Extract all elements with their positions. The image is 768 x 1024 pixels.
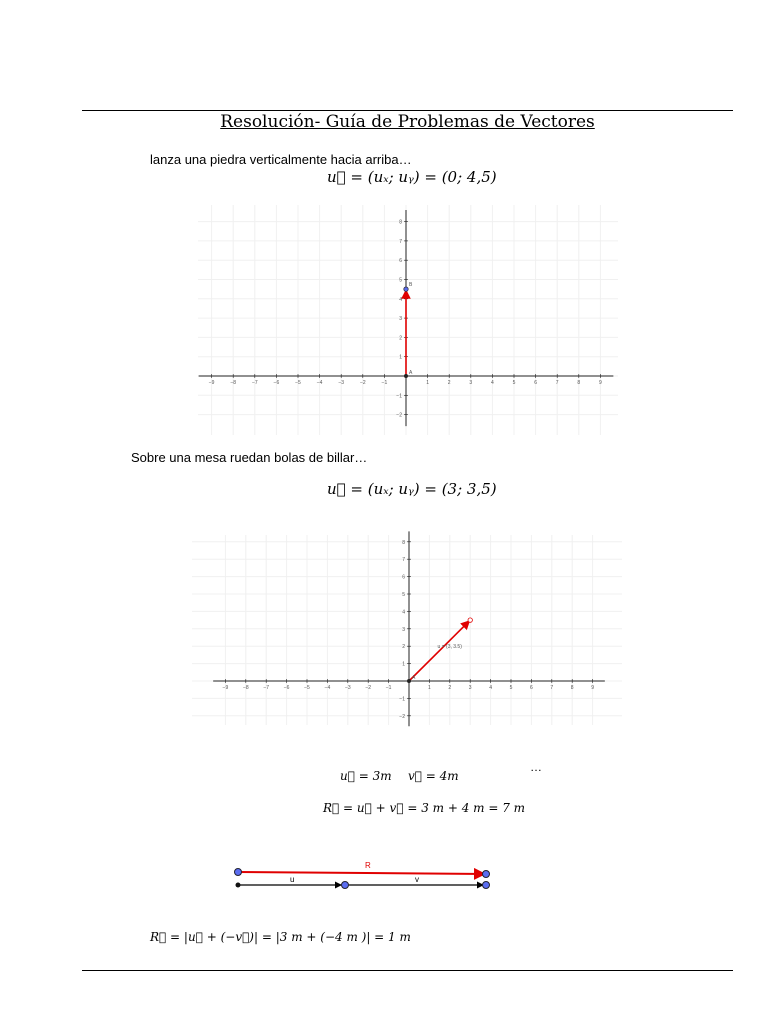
x-tick-label: −4: [316, 380, 323, 386]
x-tick-label: −4: [324, 685, 331, 691]
y-tick-label: −2: [399, 713, 405, 720]
x-tick-label: −5: [304, 685, 310, 691]
label-v: v: [415, 875, 419, 884]
point-a: [404, 374, 408, 378]
point-a-label: A: [409, 370, 413, 376]
label-u: u: [290, 875, 295, 884]
y-tick-label: −1: [396, 393, 402, 400]
x-tick-label: 7: [550, 685, 554, 691]
ellipsis: …: [530, 760, 542, 774]
y-tick-label: 6: [402, 574, 405, 581]
problem2-text: Sobre una mesa ruedan bolas de billar…: [131, 450, 368, 465]
x-tick-label: 8: [577, 380, 581, 386]
y-tick-label: 1: [402, 661, 405, 668]
vector-label: u = (3, 3.5): [437, 643, 462, 650]
bottom-rule: [82, 970, 733, 971]
vector-u-start-point: [236, 883, 241, 888]
vector-u-end-point: [342, 882, 349, 889]
y-tick-label: 7: [399, 238, 402, 245]
x-tick-label: 2: [447, 380, 451, 386]
y-tick-label: 3: [402, 626, 405, 633]
resultant-arrow: [238, 872, 486, 874]
x-tick-label: 7: [555, 380, 559, 386]
sum-equation: R⃗ = u⃗ + v⃗ = 3 m + 4 m = 7 m: [323, 801, 526, 815]
top-rule: [82, 110, 733, 111]
y-tick-label: 2: [399, 335, 402, 342]
x-tick-label: −3: [338, 380, 345, 386]
x-tick-label: 1: [428, 685, 431, 691]
x-tick-label: −6: [283, 685, 290, 691]
x-tick-label: −2: [365, 685, 372, 691]
resultant-start-point: [235, 869, 242, 876]
magnitude-u: u⃗ = 3m: [340, 769, 392, 783]
x-tick-label: 5: [509, 685, 513, 691]
chart-billiard-vector: [192, 535, 622, 725]
difference-equation: R⃗ = |u⃗ + (−v⃗)| = |3 m + (−4 m )| = 1 m: [150, 930, 411, 944]
x-tick-label: −7: [251, 380, 258, 386]
y-tick-label: 6: [399, 258, 402, 265]
chart-vertical-vector: [198, 205, 618, 435]
page-title: Resolución- Guía de Problemas de Vectores: [220, 112, 595, 132]
x-tick-label: −3: [344, 685, 351, 691]
x-tick-label: 1: [426, 380, 429, 386]
x-tick-label: 9: [599, 380, 602, 386]
x-tick-label: 6: [530, 685, 533, 691]
vector-v-end-point: [483, 882, 490, 889]
y-tick-label: 4: [402, 609, 405, 616]
point-a-label: A: [412, 675, 416, 681]
x-tick-label: 6: [534, 380, 537, 386]
x-tick-label: −1: [385, 685, 392, 691]
x-tick-label: −1: [381, 380, 388, 386]
y-tick-label: 8: [402, 539, 405, 546]
problem1-text: lanza una piedra verticalmente hacia arriba…: [150, 152, 412, 167]
y-tick-label: 1: [399, 354, 402, 361]
x-tick-label: −8: [230, 380, 237, 386]
point-a: [407, 679, 411, 683]
y-tick-label: 2: [402, 644, 405, 651]
y-tick-label: −2: [396, 412, 402, 419]
y-tick-label: 8: [399, 219, 402, 226]
magnitude-v: v⃗ = 4m: [408, 769, 459, 783]
x-tick-label: −6: [273, 380, 280, 386]
x-tick-label: 5: [512, 380, 516, 386]
x-tick-label: 4: [489, 685, 492, 691]
point-b: [404, 287, 408, 291]
label-r: R: [365, 861, 371, 870]
y-tick-label: 5: [399, 277, 402, 284]
y-tick-label: 5: [402, 592, 405, 598]
problem1-equation: u⃗ = (uₓ; uᵧ) = (0; 4,5): [327, 168, 497, 186]
x-tick-label: −9: [222, 685, 229, 691]
vector-addition-diagram: [232, 858, 502, 898]
x-tick-label: −8: [242, 685, 249, 691]
problem2-equation: u⃗ = (uₓ; uᵧ) = (3; 3,5): [327, 480, 497, 498]
x-tick-label: 9: [591, 685, 594, 691]
x-tick-label: −7: [263, 685, 270, 691]
y-tick-label: 3: [399, 316, 402, 323]
x-tick-label: −9: [208, 380, 215, 386]
y-tick-label: 7: [402, 557, 405, 564]
point-b: [468, 618, 472, 622]
x-tick-label: 3: [469, 380, 473, 386]
x-tick-label: 2: [448, 685, 452, 691]
y-tick-label: 4: [399, 296, 402, 303]
x-tick-label: 8: [570, 685, 574, 691]
x-tick-label: −2: [359, 380, 366, 386]
x-tick-label: 4: [491, 380, 494, 386]
point-b-label: B: [409, 282, 413, 289]
y-tick-label: −1: [399, 696, 405, 703]
x-tick-label: −5: [295, 380, 301, 386]
resultant-end-point: [483, 871, 490, 878]
x-tick-label: 3: [468, 685, 472, 691]
